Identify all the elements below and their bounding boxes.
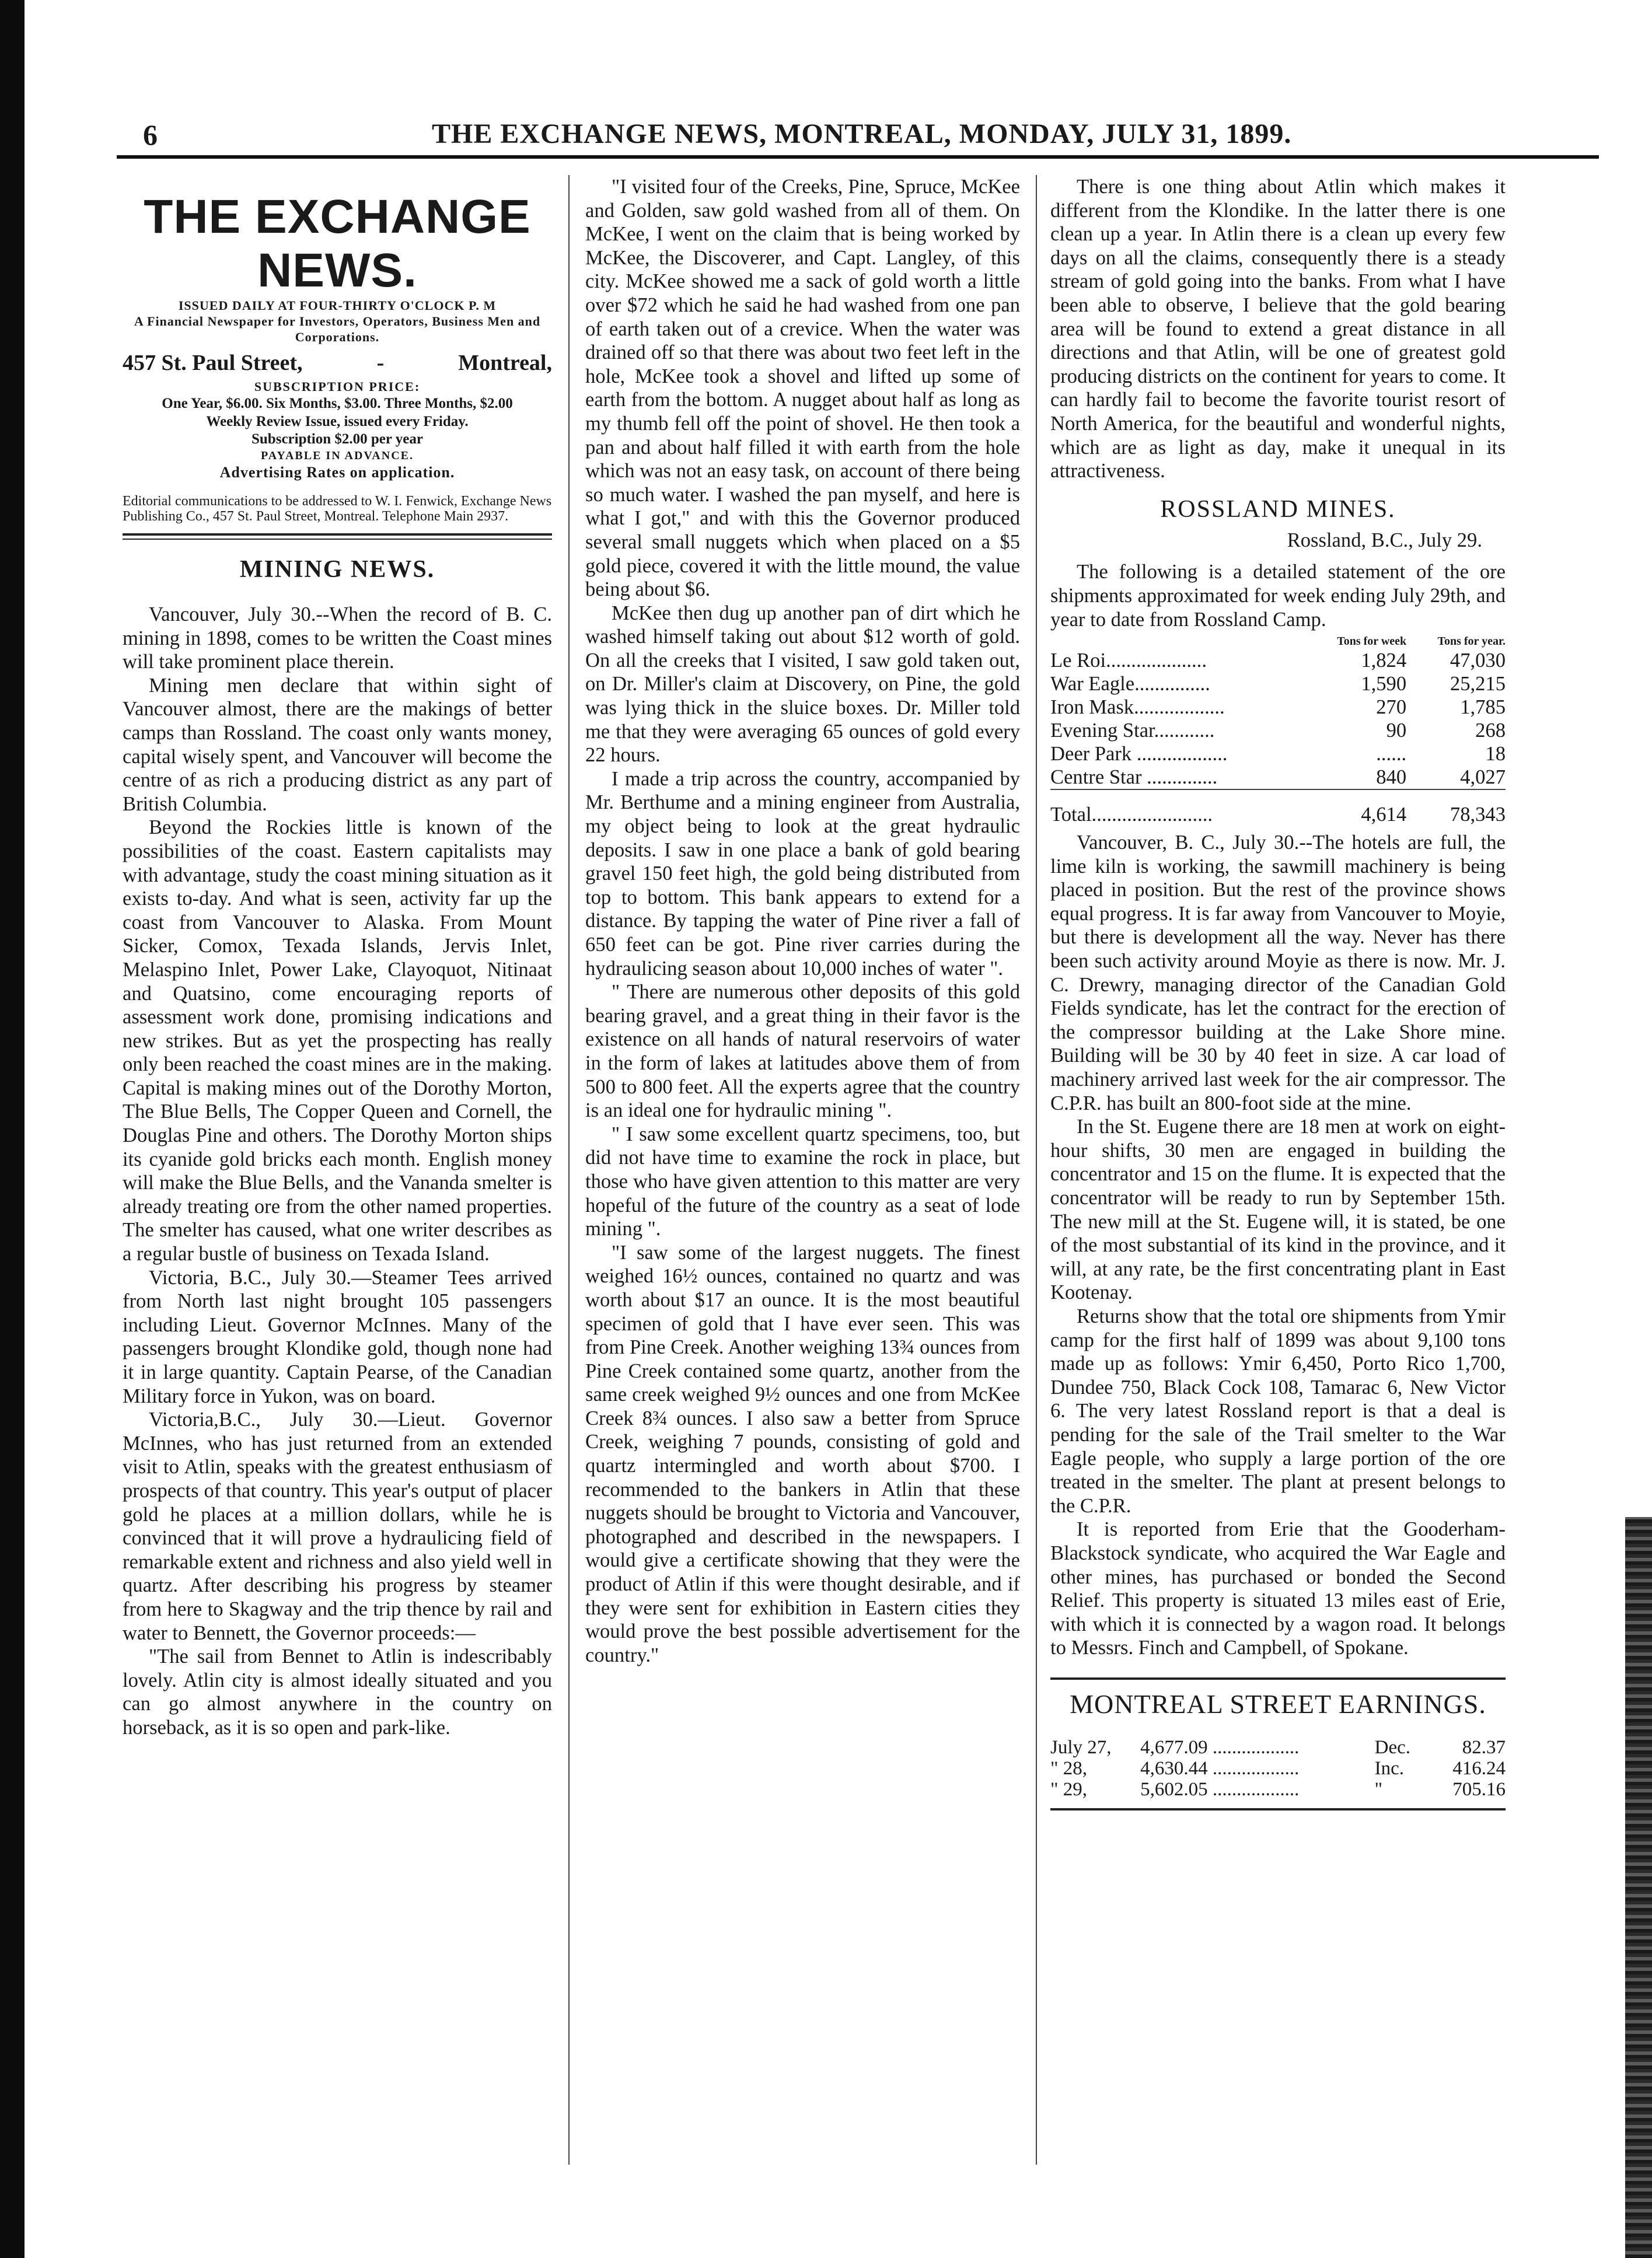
column-divider [568,175,570,2165]
total-week: 4,614 [1305,789,1406,826]
total-year: 78,343 [1406,789,1506,826]
street-earnings-table [1050,1737,1506,1800]
tons-year: 268 [1475,719,1506,742]
masthead-issued: ISSUED DAILY AT FOUR-THIRTY O'CLOCK P. M [178,298,497,313]
address-city: Montreal, [458,351,552,375]
address-street: 457 St. Paul Street, [123,351,303,375]
column-3 [1050,175,1506,2176]
scan-edge-left [0,0,25,2258]
earnings-change: " [1374,1778,1383,1800]
tons-year: 18 [1485,743,1506,766]
rossland-paragraph: Returns show that the total ore shipments from Ymir camp for the first half of 1899 was about 9,100 tons made up as follows: Ymir 6,450, Porto Rico 1,700, Dundee 750, Black Cock 108, Tamarac 6, New Victor 6. The very latest Rossland report is that a deal is pending for the sale of the Trail smelter to the War Eagle people, who supply a large portion of the ore treated in the smelter. The plant at present belongs to the C.P.R. [1050,1305,1506,1517]
article-paragraph: "I saw some of the largest nuggets. The finest weighed 16½ ounces, contained no quartz and was worth about $17 an ounce. It is the most beautiful specimen of gold that I have ever seen. This was from Pine Creek. Another weighing 13¾ ounces from Pine Creek contained some quartz, another from the same creek weighed 9½ ounces and one from McKee Creek 8¾ ounces. I also saw a better from Spruce Creek, weighing 7 pounds, consisting of gold and quartz intermingled and worth about $700. I recommended to the bankers in Atlin that these nuggets should be brought to Victoria and Vancouver, photographed and described in the newspapers. I would give a certificate showing that they were the product of Atlin if this were thought desirable, and if they were sent for exhibition in Eastern cities they would prove the best possible advertisement for the country." [585,1241,1020,1666]
rossland-paragraph: In the St. Eugene there are 18 men at work on eight-hour shifts, 30 men are engaged in building the concentrator and 15 on the flume. It is expected that the concentrator will be ready to run by September 15th. The new mill at the St. Eugene will, it is stated, be one of the most substantial of its kind in the province, and it will, at any rate, be the first concentrating plant in East Kootenay. [1050,1116,1506,1304]
mining-article-end [1050,175,1506,483]
newspaper-dateline: THE EXCHANGE NEWS, MONTREAL, MONDAY, JULY 31, 1899. [432,118,1292,149]
street-earnings-heading: MONTREAL STREET EARNINGS. [1070,1689,1486,1719]
masthead-tagline: A Financial Newspaper for Investors, Operators, Business Men and Corporations. [134,314,541,344]
earnings-row [1050,1737,1506,1758]
rossland-heading: ROSSLAND MINES. [1160,495,1396,523]
article-paragraph: I made a trip across the country, accompanied by Mr. Berthume and a mining engineer from Australia, my object being to look at the great hydraulic deposits. I saw in one place a bank of gold bearing gravel 150 feet high, the gold being distributed from top to bottom. This bank appears to extend for a distance. By tapping the water of Pine river a fall of 650 feet can be got. Pine river carries during the hydraulicing season about 10,000 inches of water ". [585,767,1020,980]
column-divider [1036,175,1037,2165]
mine-name: War Eagle............... [1050,673,1210,695]
earnings-date: " 28, [1050,1757,1087,1779]
tons-year: 1,785 [1460,696,1506,719]
weekly-price: Subscription $2.00 per year [252,431,423,447]
col-tons-year: Tons for year. [1437,635,1506,648]
scan-edge-right [1625,1517,1652,2258]
tons-week: 90 [1386,719,1407,742]
advertising-notice: Advertising Rates on application. [219,464,455,481]
editorial-notice: Editorial communications to be addressed to W. I. Fenwick, Exchange News Publishing Co., 457 St. Paul Street, Montreal. Telephone Main 2937. [123,494,552,524]
earnings-row [1050,1758,1506,1779]
tons-week: 1,590 [1361,673,1407,695]
masthead-rule [123,533,552,540]
ore-row [1050,719,1506,742]
ore-total-row [1050,789,1506,826]
address-dash: - [376,351,385,375]
tons-week: 1,824 [1361,649,1407,672]
article-paragraph: Victoria,B.C., July 30.—Lieut. Governor McInnes, who has just returned from an extended visit to Atlin, speaks with the greatest enthusiasm of prospects of that country. This year's output of placer gold he places at a million dollars, while he is convinced that it will prove a hydraulicing field of remarkable extent and richness and also yield well in quartz. After describing his progress by steamer from here to Skagway and the trip thence by rail and water to Bennett, the Governor proceeds:— [123,1408,552,1644]
earnings-change: Dec. [1374,1736,1410,1758]
total-label: Total........................ [1050,789,1305,826]
mining-news-heading: MINING NEWS. [239,556,435,583]
tons-week: ...... [1376,743,1407,766]
tons-week: 270 [1376,696,1407,719]
earnings-row [1050,1779,1506,1800]
mine-name: Iron Mask.................. [1050,696,1225,719]
earnings-amount: 4,630.44 .................. [1140,1757,1300,1779]
rossland-paragraph: It is reported from Erie that the Gooderham-Blackstock syndicate, who acquired the War Eagle and other mines, has purchased or bonded the Second Relief. This property is situated 13 miles east of Erie, with which it is connected by a wagon road. It belongs to Messrs. Finch and Campbell, of Spokane. [1050,1518,1506,1659]
ore-row [1050,649,1506,672]
header-rule [117,155,1599,159]
ore-row [1050,742,1506,766]
subscription-heading: SUBSCRIPTION PRICE: [254,379,421,394]
tons-year: 47,030 [1450,649,1506,672]
masthead-title: THE EXCHANGE NEWS. [144,190,531,297]
article-paragraph: McKee then dug up another pan of dirt which he washed himself taking out about $12 worth of gold. On all the creeks that I visited, I saw gold taken out, on Dr. Miller's claim at Discovery, on Pine, the gold was lying thick in the sluice boxes. Dr. Miller told me that they were averaging 65 ounces of gold every 22 hours. [585,602,1020,767]
tons-year: 4,027 [1460,766,1506,789]
page-number: 6 [143,118,158,151]
article-paragraph: Vancouver, July 30.--When the record of B. C. mining in 1898, comes to be written the Coast mines will take prominent place therein. [123,603,552,673]
article-paragraph: " There are numerous other deposits of this gold bearing gravel, and a great thing in their favor is the existence on all hands of natural reservoirs of water in the form of lakes at latitudes above them of from 500 to 800 feet. All the experts agree that the country is an ideal one for hydraulic mining ". [585,981,1020,1122]
earnings-amount: 4,677.09 .................. [1140,1736,1300,1758]
subscription-rates: One Year, $6.00. Six Months, $3.00. Three Months, $2.00 [162,396,513,411]
earnings-diff: 416.24 [1452,1757,1506,1779]
earnings-change: Inc. [1374,1757,1404,1779]
mine-name: Centre Star .............. [1050,766,1218,789]
article-paragraph: Victoria, B.C., July 30.—Steamer Tees arrived from North last night brought 105 passengers including Lieut. Governor McInnes. Many of the passengers brought Klondike gold, though none had it in large quantity. Captain Pearse, of the Canadian Military force in Yukon, was on board. [123,1266,552,1407]
rossland-dateline: Rossland, B.C., July 29. [1287,529,1482,551]
column-2 [585,175,1020,2176]
rossland-article [1050,831,1506,1660]
earnings-amount: 5,602.05 .................. [1140,1778,1300,1800]
article-paragraph: Beyond the Rockies little is known of the possibilities of the coast. Eastern capitalists may with advantage, study the coast mining situation as it exists to-day. And what is seen, activity far up the coast from Vancouver to Alaska. From Mount Sicker, Comox, Texada Islands, Jervis Inlet, Melaspino Inlet, Power Lake, Clayoquot, Nitinaat and Quatsino, come encouraging reports of assessment work done, promising indications and new strikes. But as yet the prospecting has really only been reached the coast mines are in the making. Capital is making mines out of the Dorothy Morton, The Blue Bells, The Copper Queen and Cornell, the Douglas Pine and others. The Dorothy Morton ships its cyanide gold bricks each month. English money will make the Blue Bells, and the Vananda smelter is already treating ore from the other named properties. The smelter has caused, what one writer describes as a regular bustle of business on Texada Island. [123,816,552,1266]
ore-shipments-table [1050,634,1506,826]
article-paragraph: "The sail from Bennet to Atlin is indescribably lovely. Atlin city is almost ideally situated and you can go almost anywhere in the country on horseback, as it is so open and park-like. [123,1645,552,1739]
street-earnings-box [1050,1677,1506,1810]
tons-year: 25,215 [1450,673,1506,695]
weekly-issue: Weekly Review Issue, issued every Friday. [206,414,469,429]
column-1 [123,175,552,2176]
earnings-date: July 27, [1050,1736,1112,1758]
ore-row [1050,695,1506,719]
tons-week: 840 [1376,766,1407,789]
col-tons-week: Tons for week [1337,635,1407,648]
ore-row [1050,766,1506,789]
mine-name: Evening Star............ [1050,719,1215,742]
article-paragraph: There is one thing about Atlin which makes it different from the Klondike. In the latter there is one clean up a year. In Atlin there is a clean up every few days on all the claims, consequently there is a steady stream of gold going into the banks. From what I have been able to observe, I believe that the gold bearing area will be found to extend a great distance in all directions and that Atlin, will be one of greatest gold producing districts on the continent for years to come. It can hardly fail to become the favorite tourist resort of North America, for the beautiful and wonderful nights, which are as light as day, make it unequal in its attractiveness. [1050,176,1506,483]
rossland-intro: The following is a detailed statement of the ore shipments approximated for week ending July 29th, and year to date from Rossland Camp. [1050,561,1506,631]
earnings-diff: 82.37 [1462,1736,1506,1758]
mine-name: Le Roi.................... [1050,649,1207,672]
mining-article [123,603,552,1740]
mining-article-continued [585,175,1020,1667]
article-paragraph: " I saw some excellent quartz specimens, too, but did not have time to examine the rock in place, but those who have given attention to this matter are very hopeful of the future of the country as a seat of lode mining ". [585,1123,1020,1240]
ore-row [1050,672,1506,695]
mine-name: Deer Park .................. [1050,743,1228,766]
masthead-address [123,349,552,376]
earnings-diff: 705.16 [1452,1778,1506,1800]
payable-notice: PAYABLE IN ADVANCE. [261,449,414,462]
masthead [123,190,552,524]
rossland-paragraph: Vancouver, B. C., July 30.--The hotels are full, the lime kiln is working, the sawmill machinery is being placed in position. But the rest of the province shows equal progress. It is far away from Vancouver to Moyie, but there is development all the way. Never has there been such activity around Moyie as there is now. Mr. J. C. Drewry, managing director of the Canadian Gold Fields syndicate, has let the contract for the erection of the compressor building at the Lake Shore mine. Building will be 30 by 40 feet in size. A car load of machinery arrived last week for the air compressor. The C.P.R. has built an 800-foot side at the mine. [1050,831,1506,1114]
earnings-date: " 29, [1050,1778,1087,1800]
article-paragraph: "I visited four of the Creeks, Pine, Spruce, McKee and Golden, saw gold washed from all of them. On McKee, I went on the claim that is being worked by McKee, the Discoverer, and Capt. Langley, of this city. McKee showed me a sack of gold worth a little over $72 which he said he had washed from one pan of earth taken out of a crevice. When the water was drained off so that there was about two feet left in the hole, McKee took a shovel and lifted up some of earth from the bottom. A nugget about half as long as my thumb fell off the point of shovel. He then took a pan and about half filled it with earth from the hole which was not an easy task, on account of there being so much water. I washed the pan myself, and here is what I got," and with this the Governor produced several small nuggets which when placed on a $5 gold piece, covered it with the little mound, the value being about $6. [585,176,1020,601]
article-paragraph: Mining men declare that within sight of Vancouver almost, there are the makings of better camps than Rossland. The coast only wants money, capital wisely spent, and Vancouver will become the centre of as rich a producing district as any part of British Columbia. [123,674,552,815]
